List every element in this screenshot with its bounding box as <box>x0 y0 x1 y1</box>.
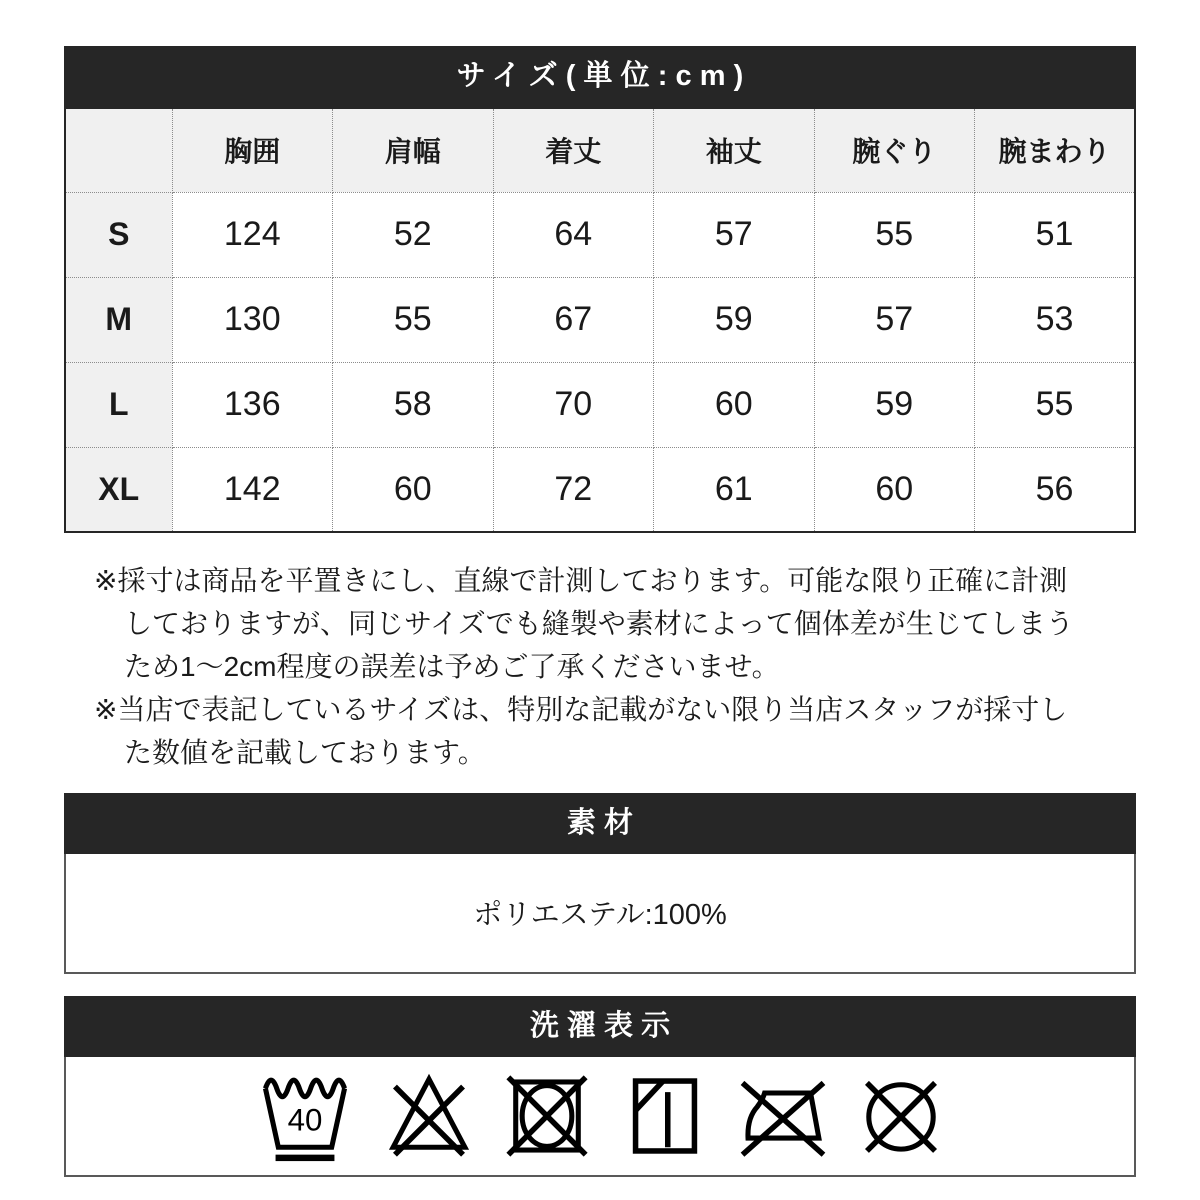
material-section-title: 素材 <box>566 806 642 839</box>
size-cell: 59 <box>654 277 815 362</box>
table-row <box>65 277 1135 362</box>
size-col-header: 腕まわり <box>975 108 1136 192</box>
do-not-bleach-icon <box>383 1070 475 1162</box>
do-not-tumble-dry-icon <box>501 1070 593 1162</box>
material-body <box>64 854 1136 974</box>
size-cell: 72 <box>493 447 654 532</box>
size-cell: 55 <box>975 362 1136 447</box>
table-row <box>65 192 1135 277</box>
laundry-body <box>64 1057 1136 1177</box>
size-cell: 67 <box>493 277 654 362</box>
svg-text:40: 40 <box>287 1102 323 1138</box>
size-cell: 53 <box>975 277 1136 362</box>
size-table-header-row <box>65 108 1135 192</box>
size-table <box>64 107 1136 533</box>
material-section-header <box>64 793 1136 854</box>
size-cell: 60 <box>814 447 975 532</box>
size-cell: 55 <box>333 277 494 362</box>
size-row-label: S <box>65 192 172 277</box>
size-cell: 70 <box>493 362 654 447</box>
size-col-header: 胸囲 <box>172 108 333 192</box>
laundry-section-title: 洗濯表示 <box>529 1009 679 1042</box>
material-value: ポリエステル:100% <box>473 899 727 932</box>
do-not-dry-clean-icon <box>855 1070 947 1162</box>
size-cell: 136 <box>172 362 333 447</box>
size-cell: 56 <box>975 447 1136 532</box>
note-staff-measured: ※当店で表記しているサイズは、特別な記載がない限り当店スタッフが採寸した数値を記載しております。 <box>94 694 1068 769</box>
size-cell: 57 <box>814 277 975 362</box>
size-section-header <box>64 46 1136 107</box>
size-cell: 58 <box>333 362 494 447</box>
table-row <box>65 447 1135 532</box>
size-cell: 60 <box>333 447 494 532</box>
size-cell: 52 <box>333 192 494 277</box>
size-row-label: L <box>65 362 172 447</box>
size-cell: 60 <box>654 362 815 447</box>
note-measurement-accuracy: ※採寸は商品を平置きにし、直線で計測しております。可能な限り正確に計測しておりますが、同じサイズでも縫製や素材によって個体差が生じてしまうため1〜2cm程度の誤差は予めご了承くださいませ。 <box>94 565 1074 683</box>
size-col-header: 袖丈 <box>654 108 815 192</box>
size-cell: 61 <box>654 447 815 532</box>
size-cell: 59 <box>814 362 975 447</box>
size-cell: 130 <box>172 277 333 362</box>
size-row-label: XL <box>65 447 172 532</box>
laundry-section-header <box>64 996 1136 1057</box>
size-cell: 55 <box>814 192 975 277</box>
table-row <box>65 362 1135 447</box>
size-row-label: M <box>65 277 172 362</box>
size-cell: 142 <box>172 447 333 532</box>
size-cell: 124 <box>172 192 333 277</box>
laundry-section <box>64 996 1136 1177</box>
size-section <box>64 46 1136 533</box>
size-cell: 57 <box>654 192 815 277</box>
measurement-notes <box>94 559 1084 775</box>
size-col-header: 腕ぐり <box>814 108 975 192</box>
size-table-corner-cell <box>65 108 172 192</box>
laundry-icon-row <box>253 1070 947 1162</box>
size-section-title: サイズ(単位:cm) <box>456 60 752 92</box>
line-dry-in-shade-icon <box>619 1070 711 1162</box>
material-section <box>64 793 1136 974</box>
size-cell: 51 <box>975 192 1136 277</box>
size-col-header: 肩幅 <box>333 108 494 192</box>
size-col-header: 着丈 <box>493 108 654 192</box>
do-not-iron-icon <box>737 1070 829 1162</box>
size-cell: 64 <box>493 192 654 277</box>
wash-40-mild-icon <box>253 1070 357 1162</box>
